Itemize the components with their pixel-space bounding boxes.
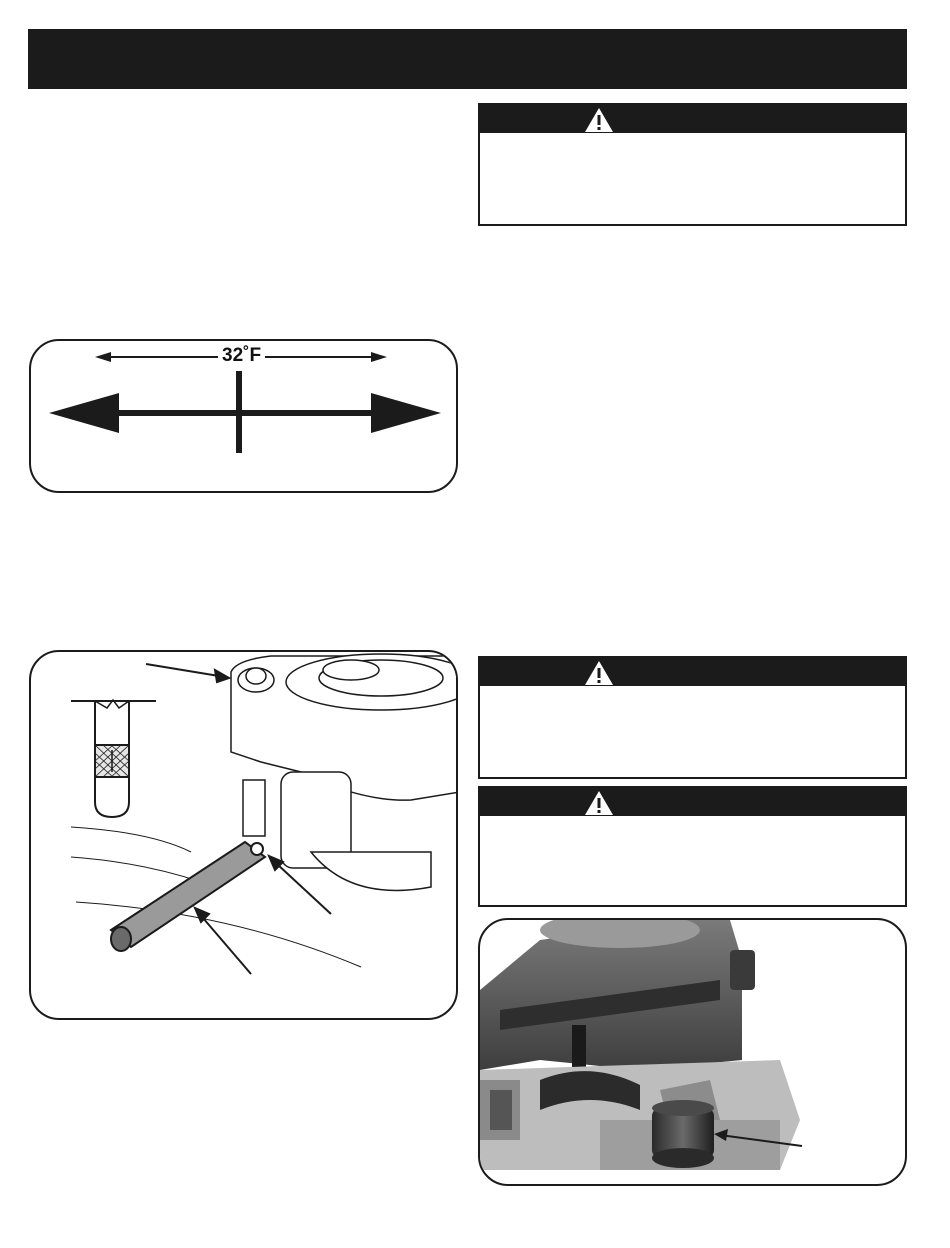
- engine-drain-diagram: [31, 652, 458, 1020]
- warning-header-1: [480, 105, 905, 133]
- warning-triangle-icon: [584, 660, 614, 686]
- oil-filter-icon: [652, 1100, 714, 1168]
- warning-triangle-icon: [584, 790, 614, 816]
- warning-triangle-icon: [584, 107, 614, 133]
- warning-box-1: [478, 103, 907, 226]
- section-header-bar: [28, 29, 907, 89]
- dipstick-gauge-icon: [71, 700, 156, 817]
- dipstick-drain-illustration: [29, 650, 458, 1020]
- warning-box-2: [478, 656, 907, 779]
- oil-drain-tube-icon: [111, 842, 265, 951]
- warning-header-3: [480, 788, 905, 816]
- temperature-label: 32˚F: [218, 346, 265, 366]
- warning-header-2: [480, 658, 905, 686]
- warning-box-3: [478, 786, 907, 907]
- engine-photo-illustration: [480, 920, 907, 1186]
- oil-filter-photo: [478, 918, 907, 1186]
